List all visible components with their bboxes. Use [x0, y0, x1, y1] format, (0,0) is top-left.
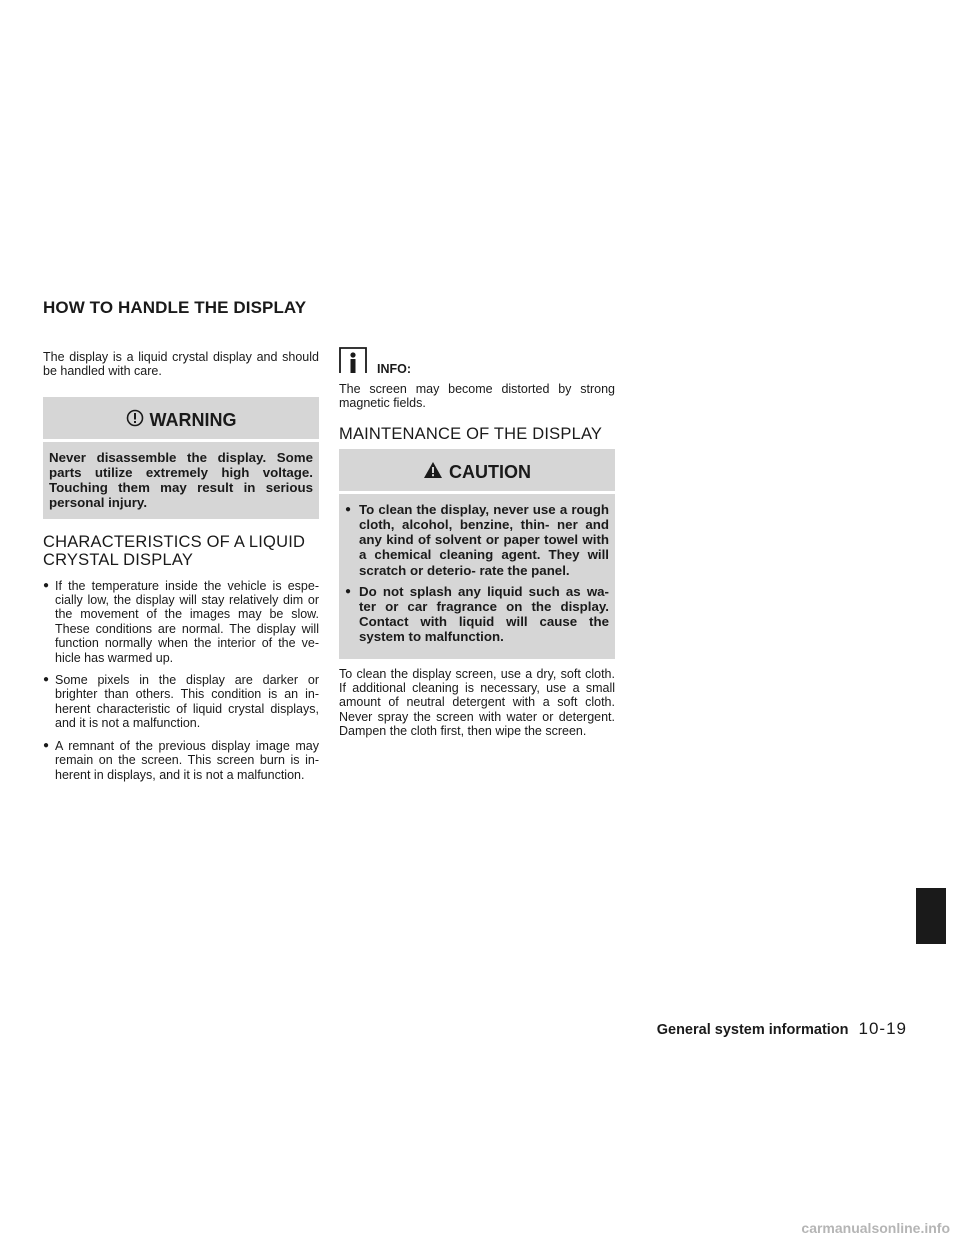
left-column — [43, 350, 319, 790]
warning-circle-icon — [126, 409, 144, 432]
warning-header — [43, 403, 319, 442]
section-tab — [916, 888, 946, 944]
caution-header — [339, 455, 615, 494]
page-title: HOW TO HANDLE THE DISPLAY — [43, 298, 307, 317]
lcd-section-heading — [43, 533, 319, 569]
maintenance-heading: MAINTENANCE OF THE DISPLAY — [339, 424, 603, 443]
warning-box — [43, 397, 319, 519]
info-header — [339, 350, 615, 378]
intro-paragraph: The display is a liquid crystal display and should be handled with care. — [43, 350, 319, 379]
page-footer — [657, 1019, 907, 1039]
list-item: ● To clean the display, never use a rough cloth, alcohol, benzine, thin- ner and any kind of solvent or paper towel with a chemical cleaning agent. They will scratch or deterio- rate the panel. — [345, 502, 609, 578]
list-item: ● Do not splash any liquid such as wa- ter or car fragrance on the display. Contact with liquid will cause the system to malfunction. — [345, 584, 609, 645]
info-icon — [339, 347, 367, 378]
info-text: The screen may become distorted by strong magnetic fields. — [339, 382, 615, 411]
watermark: carmanualsonline.info — [801, 1220, 950, 1236]
warning-title: WARNING — [149, 410, 237, 431]
caution-box — [339, 449, 615, 659]
caution-title: CAUTION — [449, 462, 531, 483]
footer-section-name: General system information — [656, 1022, 849, 1038]
warning-text: Never disassemble the display. Some parts utilize extremely high voltage. Touching them may result in serious personal injury. — [49, 449, 313, 511]
caution-bullet-list — [345, 502, 609, 645]
lcd-heading-line1: CHARACTERISTICS OF A LIQUID — [43, 532, 306, 551]
right-column — [339, 350, 615, 739]
lcd-heading-line2: CRYSTAL DISPLAY — [43, 550, 194, 569]
list-item: ● Some pixels in the display are darker or brighter than others. This condition is an in- herent characteristic of liquid crystal displays, and it is not a malfunction. — [43, 673, 319, 731]
lcd-bullet-list — [43, 579, 319, 782]
caution-triangle-icon — [423, 461, 443, 484]
list-item: ● A remnant of the previous display image may remain on the screen. This screen burn is in- herent in displays, and it is not a malfunction. — [43, 739, 319, 782]
info-label: INFO: — [377, 362, 412, 376]
maintenance-text: To clean the display screen, use a dry, soft cloth. If additional cleaning is necessary, use a small amount of neutral detergent with a soft cloth. Never spray the screen with water or detergent. Dampen the cloth first, then wipe the screen. — [339, 666, 615, 739]
page-number: 10-19 — [858, 1019, 907, 1038]
list-item: ● If the temperature inside the vehicle is espe- cially low, the display will stay relatively dim or the movement of the images may be slow. These conditions are normal. The display will function normally when the interior of the ve- hicle has warmed up. — [43, 579, 319, 665]
